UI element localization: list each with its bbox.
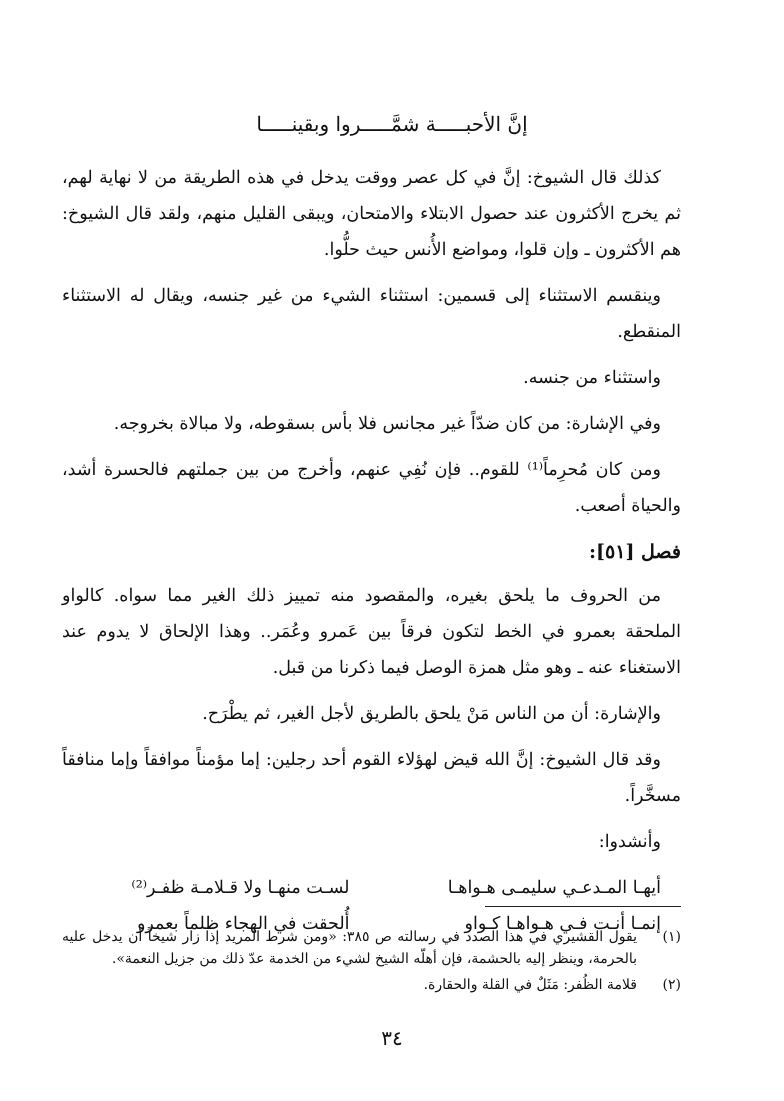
verse-line [62, 870, 681, 906]
paragraph: ومن كان مُحرِماً⁽¹⁾ للقوم.. فإن نُفِي عنهم، وأخرج من بين جملتهم فالحسرة أشد، والحياة أصعب. [62, 460, 681, 516]
verse-first-hemistich: إنمـا أنـت فـي هـواهـا كـواو [464, 914, 661, 934]
footnote [62, 926, 681, 970]
verse-intro: وأنشدوا: [598, 832, 661, 852]
footnote-text: يقول القشيري في هذا الصدد في رسالته ص ٣٨٥: «ومن شرط المريد إذا زار شيخاً أن يدخل عليه بالحرمة، وينظر إليه بالحشمة، فإن أهلّه الشيخ لشيء من الخدمة عدّ ذلك من جزيل النعمة». [62, 929, 637, 967]
page-number: ٣٤ [381, 1026, 403, 1050]
footnote-number: (٢) [662, 977, 681, 993]
footnote [62, 974, 681, 996]
paragraph: وينقسم الاستثناء إلى قسمين: استثناء الشيء من غير جنسه، ويقال له الاستثناء المنقطع. [62, 286, 681, 342]
paragraph: واستثناء من جنسه. [523, 368, 661, 388]
section-heading: فصل [٥١]: [589, 541, 681, 563]
paragraph: كذلك قال الشيوخ: إنَّ في كل عصر ووقت يدخل في هذه الطريقة من لا نهاية لهم، ثم يخرج الأكثرون عند حصول الابتلاء والامتحان، ويبقى القليل منهم، ولقد قال الشيوخ: هم الأكثرون ـ وإن قلوا، ومواضع الأُنس حيث حلُّوا. [62, 168, 681, 260]
paragraph: وفي الإشارة: من كان ضدّاً غير مجانس فلا بأس بسقوطه، ولا مبالاة بخروجه. [113, 414, 661, 434]
paragraph: من الحروف ما يلحق بغيره، والمقصود منه تمييز ذلك الغير مما سواه. كالواو الملحقة بعمرو في الخط لتكون فرقاً بين عَمرو وعُمَر.. وهذا الإلحاق لا يدوم عند الاستغناء عنه ـ وهو مثل همزة الوصل فيما ذكرنا من قبل. [62, 586, 681, 678]
footnote-separator [485, 906, 681, 907]
paragraph: والإشارة: أن من الناس مَنْ يلحق بالطريق لأجل الغير، ثم يطْرَح. [202, 704, 661, 724]
running-head: إنَّ الأحبـــــة شمَّـــــروا وبقينـــــا [256, 112, 528, 136]
footnote-number: (١) [662, 929, 681, 945]
verse-second-hemistich: أُلحقت في الهجاء ظلماً بعمرو [136, 914, 350, 934]
verse-first-hemistich: أيهـا المـدعـي سليمـى هـواهـا [447, 878, 661, 898]
verse-second-hemistich: لسـت منهـا ولا قـلامـة ظفـر⁽²⁾ [131, 878, 350, 898]
footnotes [62, 926, 681, 1000]
footnote-text: قلامة الظُفر: مَثَلٌ في القلة والحقارة. [423, 977, 637, 993]
paragraph: وقد قال الشيوخ: إنَّ الله قيض لهؤلاء القوم أحد رجلين: إما مؤمناً موافقاً وإما منافقاً مسخَّراً. [62, 750, 681, 806]
main-text [62, 160, 681, 942]
